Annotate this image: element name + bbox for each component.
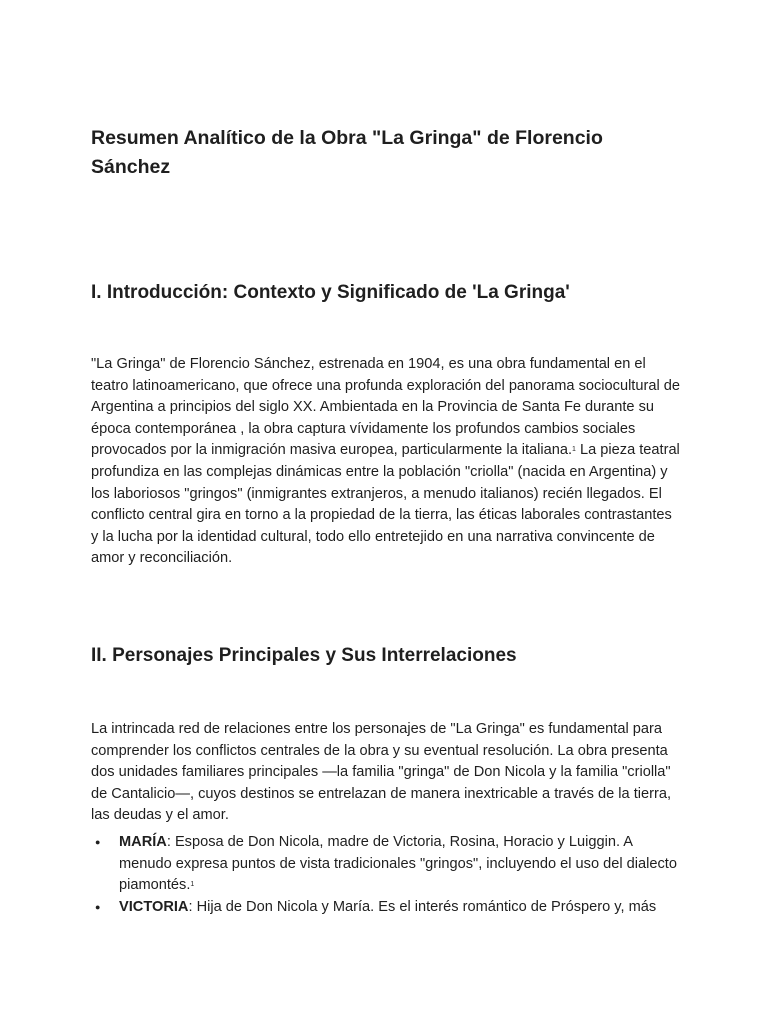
list-item-maria	[91, 832, 681, 897]
character-name: VICTORIA	[119, 898, 189, 915]
list-item-victoria	[91, 897, 681, 919]
character-name: MARÍA	[119, 834, 167, 850]
personajes-paragraph: La intrincada red de relaciones entre los personajes de "La Gringa" es fundamental para comprender los conflictos centrales de la obra y su eventual resolución. La obra presenta dos unidades familiares principales —la familia "gringa" de Don Nicola y la familia "criolla" de Cantalicio—, cuyos destinos se entrelazan de manera inextricable a través de la tierra, las deudas y el amor.	[91, 721, 672, 824]
intro-text-part1: "La Gringa" de Florencio Sánchez, estrenada en 1904, es una obra fundamental en el teatro latinoamericano, que ofrece una profunda exploración del panorama sociocultural de Argentina a principios del siglo XX. Ambientada en la Provincia de Santa Fe durante su época contemporánea , la obra captura vívidamente los profundos cambios sociales provocados por la inmigración masiva europea, particularmente la italiana.	[91, 356, 680, 459]
bullet-icon: ●	[95, 837, 101, 847]
section-heading-personajes: II. Personajes Principales y Sus Interrelaciones	[91, 645, 517, 666]
character-description: : Hija de Don Nicola y María. Es el interés romántico de Próspero y, más	[188, 898, 657, 915]
footnote-reference[interactable]: 1	[190, 881, 195, 889]
intro-paragraph	[91, 354, 681, 570]
intro-text-part2: La pieza teatral profundiza en las complejas dinámicas entre la población "criolla" (nacida en Argentina) y los laboriosos "gringos" (inmigrantes extranjeros, a menudo italianos) recién llegados. El conflicto central gira en torno a la propiedad de la tierra, las éticas laborales contrastantes y la lucha por la identidad cultural, todo ello entretejido en una narrativa convincente de amor y reconciliación.	[91, 442, 680, 567]
document-title: Resumen Analítico de la Obra "La Gringa" de Florencio Sánchez	[91, 127, 603, 178]
section-heading-introduccion: I. Introducción: Contexto y Significado de 'La Gringa'	[91, 282, 570, 303]
character-list	[91, 832, 681, 918]
footnote-reference[interactable]: 1	[572, 446, 576, 454]
character-description: : Esposa de Don Nicola, madre de Victoria, Rosina, Horacio y Luiggin. A menudo expresa puntos de vista tradicionales "gringos", incluyendo el uso del dialecto piamontés.	[119, 834, 677, 894]
bullet-icon: ●	[95, 901, 101, 912]
